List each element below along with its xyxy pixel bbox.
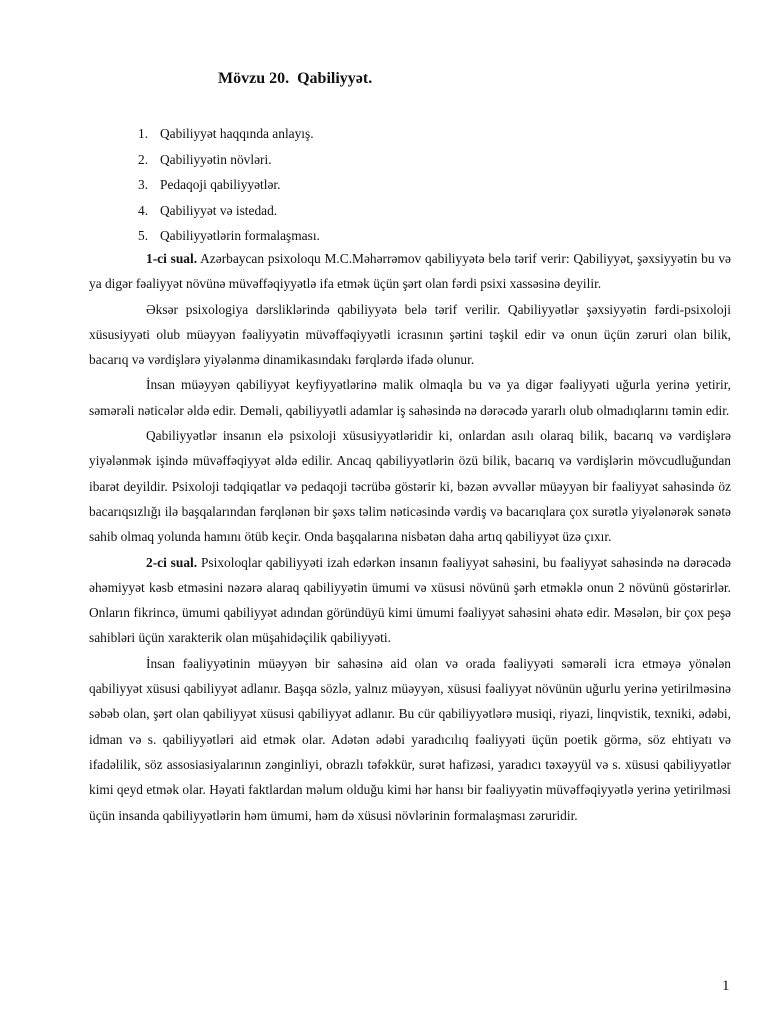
paragraph xyxy=(89,297,731,373)
topic-number: 4. xyxy=(138,202,149,218)
topic-item xyxy=(138,147,320,173)
paragraph-text: Psixoloqlar qabiliyyəti izah edərkən insanın fəaliyyət sahəsini, bu fəaliyyət sahəsində nə dərəcədə əhəmiyyət kəsb etməsini nəzərə alaraq qabiliyyətin ümumi və xüsusi növünü şərh etməklə onun 2 növünü göstərirlər. Onların fikrincə, ümumi qabiliyyət adından göründüyü kimi ümumi fəaliyyət sahəsini əhatə edir. Məsələn, bir çox peşə sahibləri üçün xarakterik olan müşahidəçilik qabiliyyəti. xyxy=(89,554,731,646)
paragraph xyxy=(89,423,731,549)
paragraph xyxy=(89,372,731,423)
topic-text: Qabiliyyətlərin formalaşması. xyxy=(160,228,320,243)
topic-item xyxy=(138,198,320,224)
paragraph-text: Azərbaycan psixoloqu M.C.Məhərrəmov qabiliyyətə belə tərif verir: Qabiliyyət, şəxsiyyətin bu və ya digər fəaliyyət növünə müvəffəqiyyətlə ifa etmək üçün şərt olan fərdi psixi xassəsinə deyilir. xyxy=(89,251,731,292)
page-title: Mövzu 20. Qabiliyyət. xyxy=(218,70,373,87)
topic-text: Qabiliyyət haqqında anlayış. xyxy=(160,126,314,141)
body-text xyxy=(89,246,731,828)
paragraph xyxy=(89,246,731,297)
paragraph xyxy=(89,550,731,651)
topic-text: Qabiliyyət və istedad. xyxy=(160,202,278,218)
paragraph-text: Əksər psixologiya dərsliklərində qabiliyyətə belə tərif verilir. Qabiliyyətlər şəxsiyyətin fərdi-psixoloji xüsusiyyəti olub müəyyən fəaliyyətin müvəffəqiyyətli icrasının şərtini təşkil edir və onun üçün zəruri olan bilik, bacarıq və vərdişlərə yiyələnmə dinamikasındakı fərqlərdə ifadə olunur. xyxy=(89,301,731,368)
topic-list xyxy=(138,121,320,249)
topic-text: Pedaqoji qabiliyyətlər. xyxy=(160,177,281,192)
topic-text: Qabiliyyətin növləri. xyxy=(160,151,272,167)
question-label: 1-ci sual. xyxy=(146,251,198,266)
topic-item xyxy=(138,223,320,249)
paragraph-text: İnsan müəyyən qabiliyyət keyfiyyətlərinə malik olmaqla bu və ya digər fəaliyyəti uğurla yerinə yetirir, səmərəli nəticələr əldə edir. Deməli, qabiliyyətli adamlar iş sahəsində nə dərəcədə yararlı olub olmadıqlarını təmin edir. xyxy=(89,377,731,418)
paragraph-text: Qabiliyyətlər insanın elə psixoloji xüsusiyyətləridir ki, onlardan asılı olaraq bilik, bacarıq və vərdişlərə yiyələnmək işində müvəffəqiyyət əldə edilir. Ancaq qabiliyyətlərin özü bilik, bacarıq və vərdişlərin mövcudluğundan ibarət deyildir. Psixoloji tədqiqatlar və pedaqoji təcrübə göstərir ki, bəzən əvvəllər müəyyən bir fəaliyyət sahəsində öz bacarıqsızlığı ilə başqalarından fərqlənən bir şəxs təlim nəticəsində vərdiş və bacarıqlara çox surətlə yiyələnərək sənətə sahib olmaq yolunda hamını ötüb keçir. Onda başqalarına nisbətən daha artıq qabiliyyət üzə çıxır. xyxy=(89,428,731,545)
page-number: 1 xyxy=(722,978,730,994)
topic-number: 1. xyxy=(138,126,149,141)
paragraph-text: İnsan fəaliyyətinin müəyyən bir sahəsinə aid olan və orada fəaliyyəti səmərəli icra etməyə yönələn qabiliyyət xüsusi qabiliyyət adlanır. Başqa sözlə, yalnız müəyyən, xüsusi fəaliyyət növünün uğurlu yerinə yetirilməsinə səbəb olan, şərt olan qabiliyyət xüsusi qabiliyyət adlanır. Bu cür qabiliyyətlərə musiqi, riyazi, linqvistik, texniki, ədəbi, idman və s. qabiliyyətləri aid etmək olar. Adətən ədəbi yaradıcılıq fəaliyyəti üçün poetik görmə, söz ehtiyatı və ifadəlilik, söz assosiasiyalarının zənginliyi, obrazlı təfəkkür, surət hafizəsi, yaradıcı təxəyyül və s. xüsusi qabiliyyətlər kimi qeyd etmək olar. Həyati faktlardan məlum olduğu kimi hər hansı bir fəaliyyətin müvəffəqiyyətlə yerinə yetirilməsi üçün insanda qabiliyyətlərin həm ümumi, həm də xüsusi növlərinin formalaşması zəruridir. xyxy=(89,655,731,823)
question-label: 2-ci sual. xyxy=(146,554,198,570)
topic-item xyxy=(138,121,320,147)
topic-number: 5. xyxy=(138,228,149,243)
paragraph xyxy=(89,651,731,828)
topic-item xyxy=(138,172,320,198)
topic-number: 2. xyxy=(138,151,149,167)
topic-number: 3. xyxy=(138,177,149,192)
